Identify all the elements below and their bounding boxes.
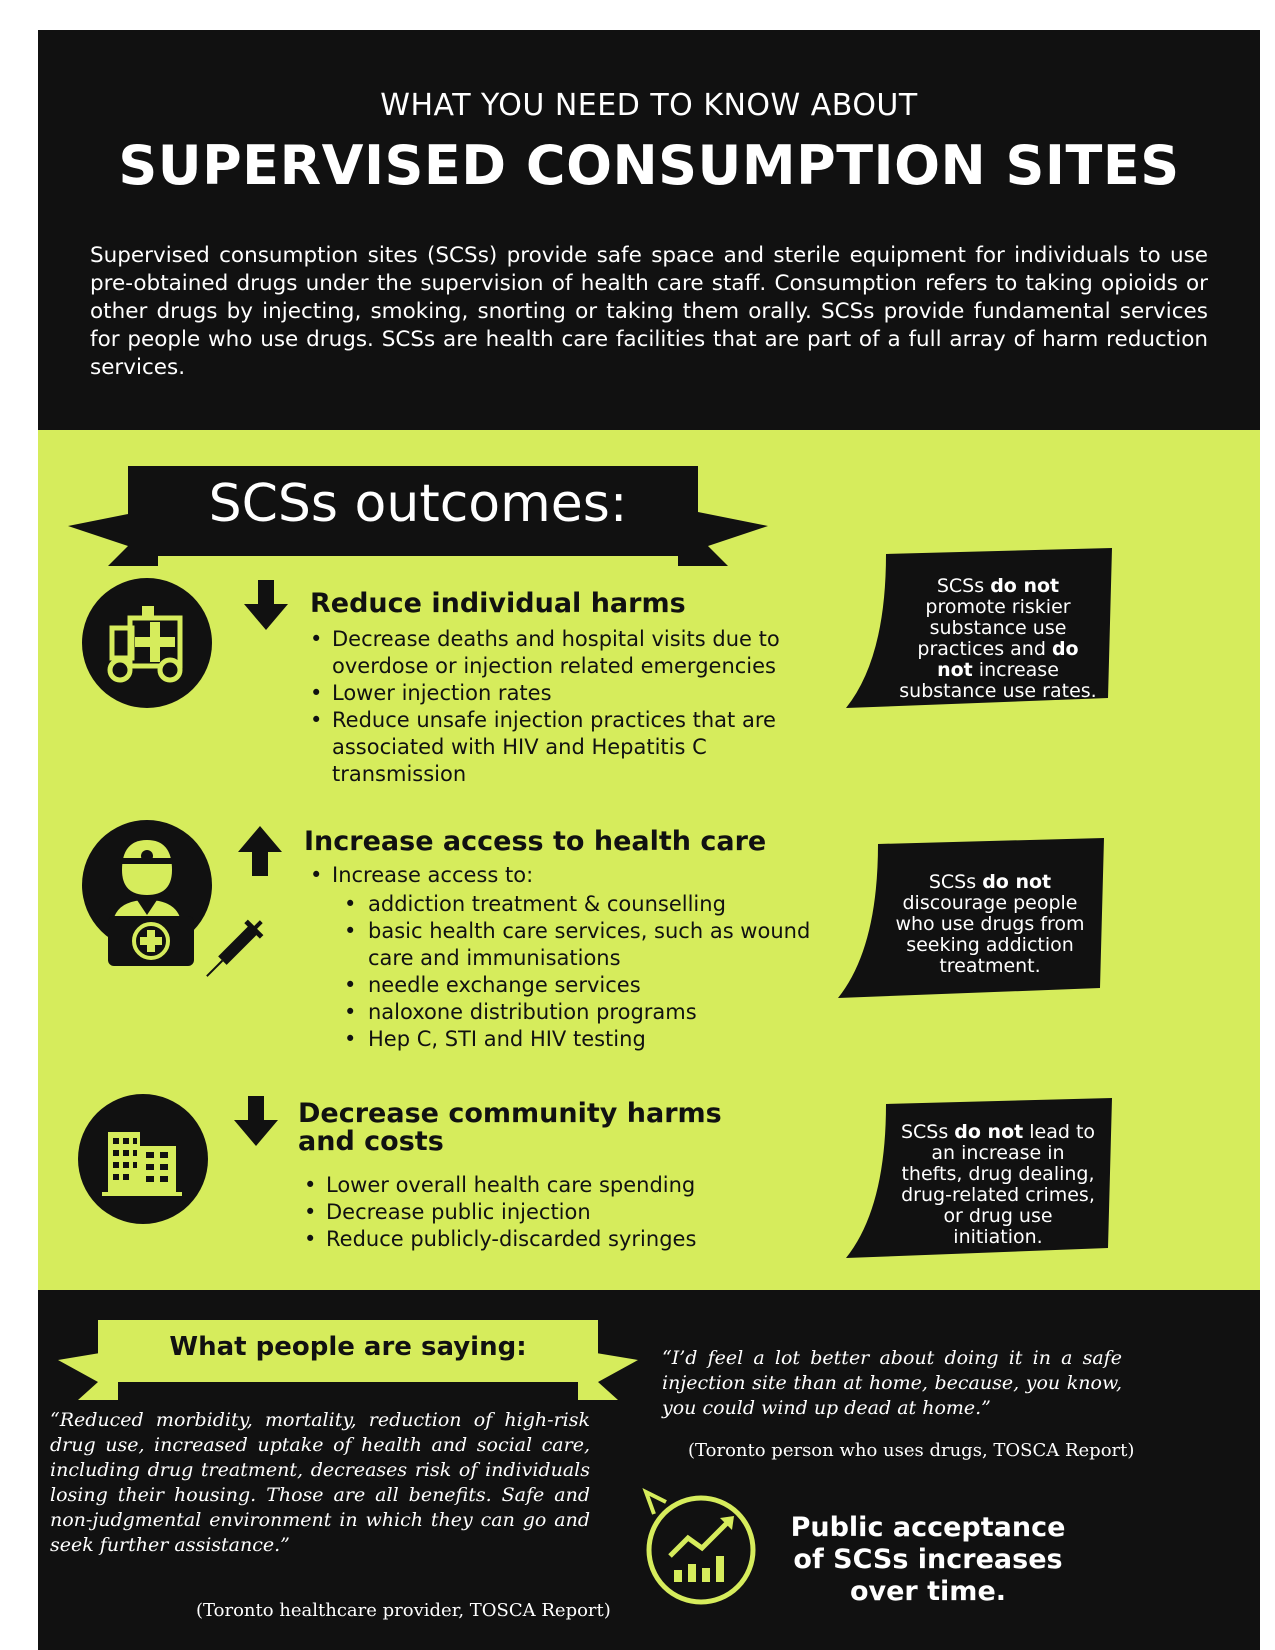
arrow-down-icon <box>244 580 288 630</box>
saying-banner <box>58 1320 638 1410</box>
quote-person: “I’d feel a lot better about doing it in a safe injection site than at home, because, you know, you could wind up dead at home.” <box>662 1347 1122 1419</box>
list-item: • Reduce publicly-discarded syringes <box>302 1226 822 1253</box>
outcomes-section <box>38 430 1260 1290</box>
list-item: • Decrease public injection <box>302 1199 822 1226</box>
medical-kit-icon <box>106 910 196 970</box>
list-item: • Decrease deaths and hospital visits due to overdose or injection related emergencies <box>308 626 828 680</box>
buildings-icon <box>78 1094 208 1224</box>
section-title: Reduce individual harms <box>310 588 686 619</box>
arrow-up-icon <box>238 826 282 876</box>
section-title: Increase access to health care <box>304 826 767 857</box>
saying-banner-title: What people are saying: <box>169 1332 527 1362</box>
quote-person-attribution: (Toronto person who uses drugs, TOSCA Report) <box>688 1440 1135 1461</box>
callout-box <box>846 548 1116 708</box>
list-item <box>308 862 828 1053</box>
growth-chart-icon <box>636 1482 766 1612</box>
callout-text: SCSs do not promote riskier substance use practices and do not increase substance use rates. <box>899 575 1097 702</box>
callout-box <box>846 1098 1116 1258</box>
outcomes-banner-title: SCSs outcomes: <box>208 474 628 534</box>
arrow-down-icon <box>234 1096 278 1146</box>
list-lead: Increase access to: <box>332 863 534 887</box>
list-item: • needle exchange services <box>342 972 828 999</box>
list-item: • basic health care services, such as wound care and immunisations <box>342 918 828 972</box>
sub-list <box>342 891 828 1053</box>
acceptance-statement: Public acceptance of SCSs increases over time. <box>790 1512 1066 1607</box>
ambulance-icon <box>82 578 212 708</box>
callout-text: SCSs do not lead to an increase in thefts, drug dealing, drug-related crimes, or drug use initiation. <box>900 1121 1096 1248</box>
list-item: • Lower overall health care spending <box>302 1172 822 1199</box>
list-item: • Hep C, STI and HIV testing <box>342 1026 828 1053</box>
kicker: WHAT YOU NEED TO KNOW ABOUT <box>380 88 918 123</box>
callout-text: SCSs do not discourage people who use drugs from seeking addiction treatment. <box>895 871 1085 977</box>
outcomes-banner <box>68 466 768 576</box>
syringe-icon <box>198 910 268 990</box>
quote-provider: “Reduced morbidity, mortality, reduction of high-risk drug use, increased uptake of health and social care, including drug treatment, decreases risk of individuals losing their housing. Those are all benefits. Safe and non-judgmental environment in which they can go and seek further assistance.” <box>50 1409 590 1556</box>
testimonials-section <box>38 1290 1260 1650</box>
list-item: • Lower injection rates <box>308 680 828 707</box>
list-item: • naloxone distribution programs <box>342 999 828 1026</box>
bullet-list <box>308 626 828 788</box>
bullet-list <box>308 862 828 1053</box>
quote-provider-attribution: (Toronto healthcare provider, TOSCA Report) <box>196 1600 611 1621</box>
list-item: • addiction treatment & counselling <box>342 891 828 918</box>
flyer <box>38 30 1260 1650</box>
intro-paragraph: Supervised consumption sites (SCSs) provide safe space and sterile equipment for individuals to use pre-obtained drugs under the supervision of health care staff. Consumption refers to taking opioids or other drugs by injecting, smoking, snorting or taking them orally. SCSs provide fundamental services for people who use drugs. SCSs are health care facilities that are part of a full array of harm reduction services. <box>90 243 1208 380</box>
page-title: SUPERVISED CONSUMPTION SITES <box>118 134 1180 197</box>
list-item: • Reduce unsafe injection practices that are associated with HIV and Hepatitis C transmission <box>308 707 828 788</box>
section-title: Decrease community harms and costs <box>298 1098 722 1157</box>
bullet-list <box>302 1172 822 1253</box>
callout-box <box>838 838 1108 998</box>
header-section <box>38 30 1260 430</box>
